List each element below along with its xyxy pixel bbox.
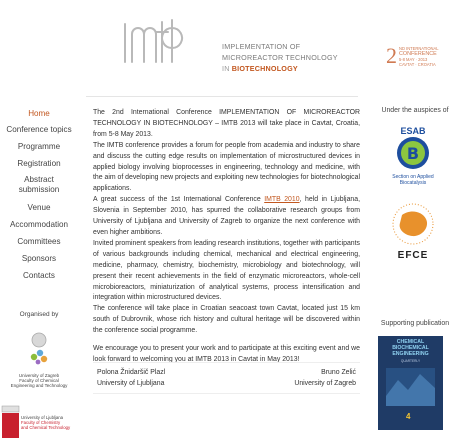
esab-emblem-icon xyxy=(380,136,446,170)
nav-venue[interactable]: Venue xyxy=(27,203,51,212)
title-line-2: MICROREACTOR TECHNOLOGY xyxy=(222,53,338,62)
history-text-b: , held in Ljubljana, Slovenia in September 2010, has spurred the collaborative research groups from University of Ljubljana and University of Zagreb to organize the next conference with even higher ambitions. xyxy=(93,196,360,236)
paragraph-venue: The conference will take place in Croatian seacoast town Cavtat, located just 15 km south of Dubrovnik, whose rich history and cultural heritage will be discovered within the conference social programme. xyxy=(93,305,360,335)
signature-right-name: Bruno Zelić xyxy=(321,369,356,376)
conference-badge xyxy=(386,44,446,70)
efce-logo[interactable] xyxy=(380,203,446,259)
nav-contacts[interactable]: Contacts xyxy=(23,271,55,280)
nav-programme[interactable]: Programme xyxy=(17,142,61,151)
zagreb-faculty-name xyxy=(6,373,72,388)
journal-subtitle: QUARTERLY xyxy=(400,359,421,363)
efce-emblem-icon xyxy=(380,203,446,245)
nav-abstract-submission[interactable]: Abstract submission xyxy=(18,175,60,194)
title-biotechnology: BIOTECHNOLOGY xyxy=(231,64,298,73)
header-divider xyxy=(86,96,358,97)
esab-line-2: Biocatalysis xyxy=(399,179,427,186)
journal-issue-number: 4 xyxy=(406,412,411,421)
organised-by-label: Organised by xyxy=(19,311,59,318)
imtb-logo-mark xyxy=(121,18,191,68)
nav-registration[interactable]: Registration xyxy=(17,159,61,168)
signature-left xyxy=(97,367,165,389)
svg-text:B: B xyxy=(406,144,420,163)
badge-line-1: ND INTERNATIONAL xyxy=(399,46,439,51)
zagreb-line-2: Faculty of Chemical xyxy=(19,378,59,383)
nav-sponsors[interactable]: Sponsors xyxy=(21,254,57,263)
esab-line-1: Section on Applied xyxy=(392,174,434,180)
main-nav xyxy=(0,108,78,287)
journal-cover-art-icon xyxy=(378,336,443,430)
zagreb-line-1: University of Zagreb xyxy=(18,373,60,378)
history-text-a: A great success of the 1st International Conference xyxy=(93,196,265,204)
signature-right xyxy=(294,367,356,389)
ljubljana-emblem-icon xyxy=(1,404,21,440)
title-in: IN xyxy=(222,64,230,73)
signature-left-org: University of Ljubljana xyxy=(97,380,165,387)
ljubljana-faculty-logo[interactable] xyxy=(0,404,78,442)
imtb-2010-link[interactable]: IMTB 2010 xyxy=(264,196,300,204)
badge-line-4: CAVTAT · CROATIA xyxy=(399,62,436,67)
nav-conference-topics[interactable]: Conference topics xyxy=(6,125,72,134)
badge-number: 2 xyxy=(386,43,397,68)
esab-logo[interactable] xyxy=(380,126,446,190)
auspices-label: Under the auspices of xyxy=(381,107,449,114)
paragraph-history xyxy=(93,195,360,239)
zagreb-faculty-logo[interactable] xyxy=(6,332,72,394)
welcome-text xyxy=(93,108,360,366)
ljubljana-line-2: Faculty of Chemistry xyxy=(21,420,61,426)
ljubljana-line-3: and Chemical Technology xyxy=(21,425,71,431)
journal-title-line-3: ENGINEERING xyxy=(392,351,429,357)
nav-home[interactable]: Home xyxy=(28,109,50,118)
journal-title-line-1: CHEMICAL xyxy=(396,339,425,345)
efce-title: EFCE xyxy=(397,250,429,261)
signatures xyxy=(93,362,360,394)
journal-cover[interactable] xyxy=(378,336,443,430)
badge-line-2: CONFERENCE xyxy=(399,51,437,57)
conference-title xyxy=(222,41,338,74)
paragraph-intro: The 2nd International Conference IMPLEMENTATION OF MICROREACTOR TECHNOLOGY IN BIOTECHNOLOGY – IMTB 2013 will take place in Cavtat, Croatia, from 5-8 May 2013. xyxy=(93,109,360,138)
ljubljana-faculty-name xyxy=(21,415,70,431)
signature-left-name: Polona Žnidaršič Plazl xyxy=(97,369,166,376)
badge-text xyxy=(399,46,439,67)
esab-subtitle xyxy=(380,175,446,187)
zagreb-line-3: Engineering and Technology xyxy=(10,383,68,388)
paragraph-speakers: Invited prominent speakers from leading research institutions, together with participants of various backgrounds including chemical, mechanical and electrical engineering, medicine, pharmacy, chemistry, biochemistry, microbiology and biotechnology, will present their recent achievements in the field of enzymatic microreactors, whole-cell microbioreactors, miniaturization of analytical systems, process intensification and integration within microstructured devices. xyxy=(93,239,360,302)
title-line-3 xyxy=(222,63,338,74)
supporting-publication-label: Supporting publication xyxy=(380,320,450,327)
badge-line-3: 5-8 MAY · 2013 xyxy=(399,57,428,62)
esab-title: ESAB xyxy=(400,126,426,136)
nav-accommodation[interactable]: Accommodation xyxy=(9,220,69,229)
title-line-1: IMPLEMENTATION OF xyxy=(222,42,301,51)
signature-right-org: University of Zagreb xyxy=(294,380,356,387)
zagreb-emblem-icon xyxy=(6,332,72,368)
journal-title-line-2: BIOCHEMICAL xyxy=(392,345,429,351)
paragraph-invitation: We encourage you to present your work and to participate at this exciting event and we look forward to welcoming you at IMTB 2013 in Cavtat in May 2013! xyxy=(93,345,360,363)
nav-committees[interactable]: Committees xyxy=(17,237,61,246)
ljubljana-line-1: University of Ljubljana xyxy=(21,415,64,420)
imtb-logo[interactable] xyxy=(121,18,191,68)
paragraph-forum: The IMTB conference provides a forum for people from academia and industry to share and discuss the cutting edge results on implementation of microstructured devices in applied biology involving bioprocesses in engineering, technology and medicine, with the aim of developing new projects and exploiting new technologies for biotechnological applications. xyxy=(93,141,360,193)
